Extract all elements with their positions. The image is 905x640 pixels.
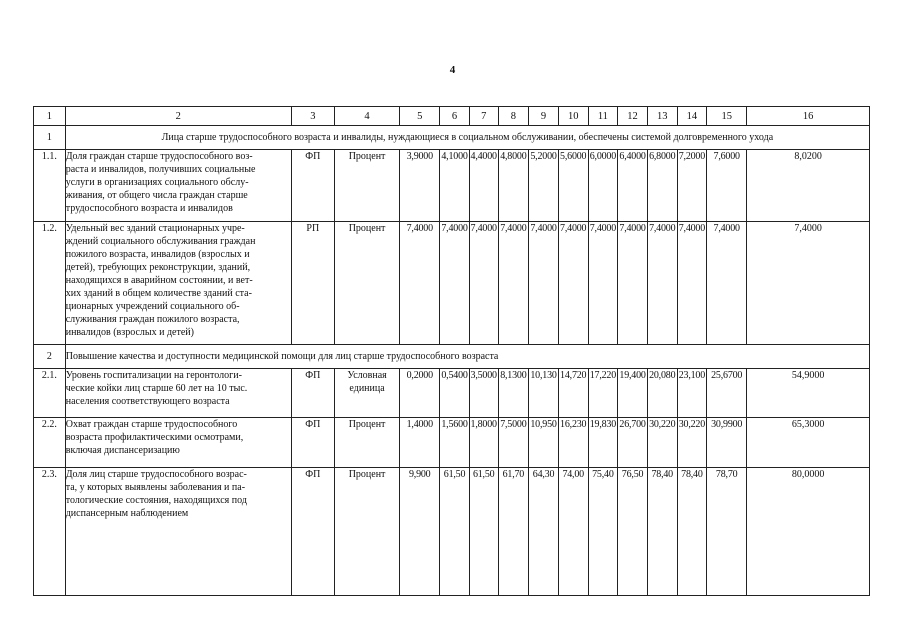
indicator-line: Удельный вес зданий стационарных учре- [65,223,245,234]
value-cell: 1,4000 [400,418,440,468]
indicator-line: находящихся в аварийном состоянии, и вет- [65,275,253,286]
indicator-line: служивания граждан пожилого возраста, [65,314,240,325]
value-cell: 7,4000 [707,222,747,345]
page-number: 4 [449,64,456,76]
value-cell: 78,40 [677,468,707,596]
indicator-line: Доля граждан старше трудоспособного воз- [65,151,253,162]
value-cell: 30,220 [647,418,677,468]
header-cell: 16 [747,107,870,126]
value-cell: 8,1300 [498,369,529,418]
unit: Процент [334,150,399,222]
value-cell: 78,70 [707,468,747,596]
value-cell: 76,50 [618,468,648,596]
value-cell: 7,4000 [400,222,440,345]
indicator-line: ческие койки лиц старше 60 лет на 10 тыс. [65,383,248,394]
unit: Процент [334,418,399,468]
header-cell: 10 [558,107,588,126]
header-cell: 13 [647,107,677,126]
header-cell: 12 [618,107,648,126]
indicator-line: детей), требующих реконструкции, зданий, [65,262,251,273]
unit: Процент [334,222,399,345]
value-cell: 61,50 [469,468,498,596]
section-row [34,345,870,369]
row-number: 1.2. [34,222,66,345]
indicator-line: ждений социального обслуживания граждан [65,236,256,247]
row-number: 1.1. [34,150,66,222]
header-cell: 4 [334,107,399,126]
value-cell: 7,4000 [647,222,677,345]
value-cell: 7,4000 [529,222,559,345]
row-number: 2.1. [34,369,66,418]
value-cell: 0,5400 [440,369,470,418]
value-cell: 6,0000 [588,150,618,222]
indicator-line: населения соответствующего возраста [65,396,230,407]
value-cell: 61,50 [440,468,470,596]
value-cell: 23,100 [677,369,707,418]
header-cell: 11 [588,107,618,126]
header-cell: 8 [498,107,529,126]
indicator-line: раста и инвалидов, получивших социальные [65,164,256,175]
table-row [34,369,870,418]
section-number: 2 [34,345,66,369]
value-cell: 7,5000 [498,418,529,468]
indicator-line: хих зданий в общем количестве зданий ста- [65,288,252,299]
indicator-line: Охват граждан старше трудоспособного [65,419,238,430]
indicator-name [65,222,291,345]
value-cell: 10,950 [529,418,559,468]
value-cell: 7,6000 [707,150,747,222]
indicator-line: диспансерным наблюдением [65,508,189,519]
section-row [34,126,870,150]
value-cell: 5,2000 [529,150,559,222]
section-number: 1 [34,126,66,150]
header-cell: 6 [440,107,470,126]
project-type: ФП [291,468,334,596]
project-type: ФП [291,418,334,468]
value-cell: 80,0000 [747,468,870,596]
value-cell: 7,4000 [469,222,498,345]
indicators-table [33,106,870,596]
header-cell: 14 [677,107,707,126]
value-cell: 74,00 [558,468,588,596]
value-cell: 61,70 [498,468,529,596]
header-row [34,107,870,126]
indicator-line: ционарных учреждений социального об- [65,301,240,312]
value-cell: 75,40 [588,468,618,596]
unit: Процент [334,468,399,596]
table-row [34,222,870,345]
header-cell: 15 [707,107,747,126]
indicator-line: инвалидов (взрослых и детей) [65,327,194,338]
indicator-line: включая диспансеризацию [65,445,180,456]
project-type: ФП [291,150,334,222]
value-cell: 7,4000 [440,222,470,345]
indicator-line: пожилого возраста, инвалидов (взрослых и [65,249,250,260]
value-cell: 8,0200 [747,150,870,222]
value-cell: 19,400 [618,369,648,418]
value-cell: 3,9000 [400,150,440,222]
header-cell: 1 [34,107,66,126]
value-cell: 5,6000 [558,150,588,222]
header-cell: 2 [65,107,291,126]
value-cell: 25,6700 [707,369,747,418]
value-cell: 30,9900 [707,418,747,468]
value-cell: 7,4000 [498,222,529,345]
header-cell: 9 [529,107,559,126]
value-cell: 65,3000 [747,418,870,468]
value-cell: 7,4000 [747,222,870,345]
indicator-name [65,418,291,468]
indicator-line: тологические состояния, находящихся под [65,495,247,506]
value-cell: 26,700 [618,418,648,468]
unit [334,369,399,418]
indicator-line: услуги в организациях социального обслу- [65,177,249,188]
value-cell: 7,4000 [677,222,707,345]
value-cell: 4,1000 [440,150,470,222]
value-cell: 14,720 [558,369,588,418]
value-cell: 54,9000 [747,369,870,418]
table-row [34,418,870,468]
indicator-name [65,468,291,596]
value-cell: 78,40 [647,468,677,596]
unit-line: единица [349,383,385,394]
value-cell: 7,4000 [588,222,618,345]
section-title: Повышение качества и доступности медицинской помощи для лиц старше трудоспособного возраста [65,345,869,369]
value-cell: 7,4000 [558,222,588,345]
value-cell: 7,4000 [618,222,648,345]
header-cell: 3 [291,107,334,126]
value-cell: 64,30 [529,468,559,596]
row-number: 2.3. [34,468,66,596]
value-cell: 20,080 [647,369,677,418]
value-cell: 3,5000 [469,369,498,418]
value-cell: 1,5600 [440,418,470,468]
indicator-line: та, у которых выявлены заболевания и па- [65,482,246,493]
table-row [34,150,870,222]
section-title: Лица старше трудоспособного возраста и инвалиды, нуждающиеся в социальном обслуживании, обеспечены системой долговременного ухода [65,126,869,150]
value-cell: 7,2000 [677,150,707,222]
indicator-line: трудоспособного возраста и инвалидов [65,203,233,214]
indicator-line: Уровень госпитализации на геронтологи- [65,370,242,381]
indicator-name [65,369,291,418]
value-cell: 6,8000 [647,150,677,222]
indicator-name [65,150,291,222]
value-cell: 16,230 [558,418,588,468]
table-row [34,468,870,596]
indicator-line: Доля лиц старше трудоспособного возрас- [65,469,247,480]
header-cell: 5 [400,107,440,126]
value-cell: 4,8000 [498,150,529,222]
unit-line: Условная [347,370,387,381]
value-cell: 30,220 [677,418,707,468]
indicator-line: живания, от общего числа граждан старше [65,190,248,201]
value-cell: 0,2000 [400,369,440,418]
value-cell: 10,130 [529,369,559,418]
indicator-line: возраста профилактическими осмотрами, [65,432,244,443]
project-type: ФП [291,369,334,418]
header-cell: 7 [469,107,498,126]
value-cell: 6,4000 [618,150,648,222]
value-cell: 17,220 [588,369,618,418]
value-cell: 9,900 [400,468,440,596]
value-cell: 4,4000 [469,150,498,222]
row-number: 2.2. [34,418,66,468]
value-cell: 1,8000 [469,418,498,468]
project-type: РП [291,222,334,345]
value-cell: 19,830 [588,418,618,468]
